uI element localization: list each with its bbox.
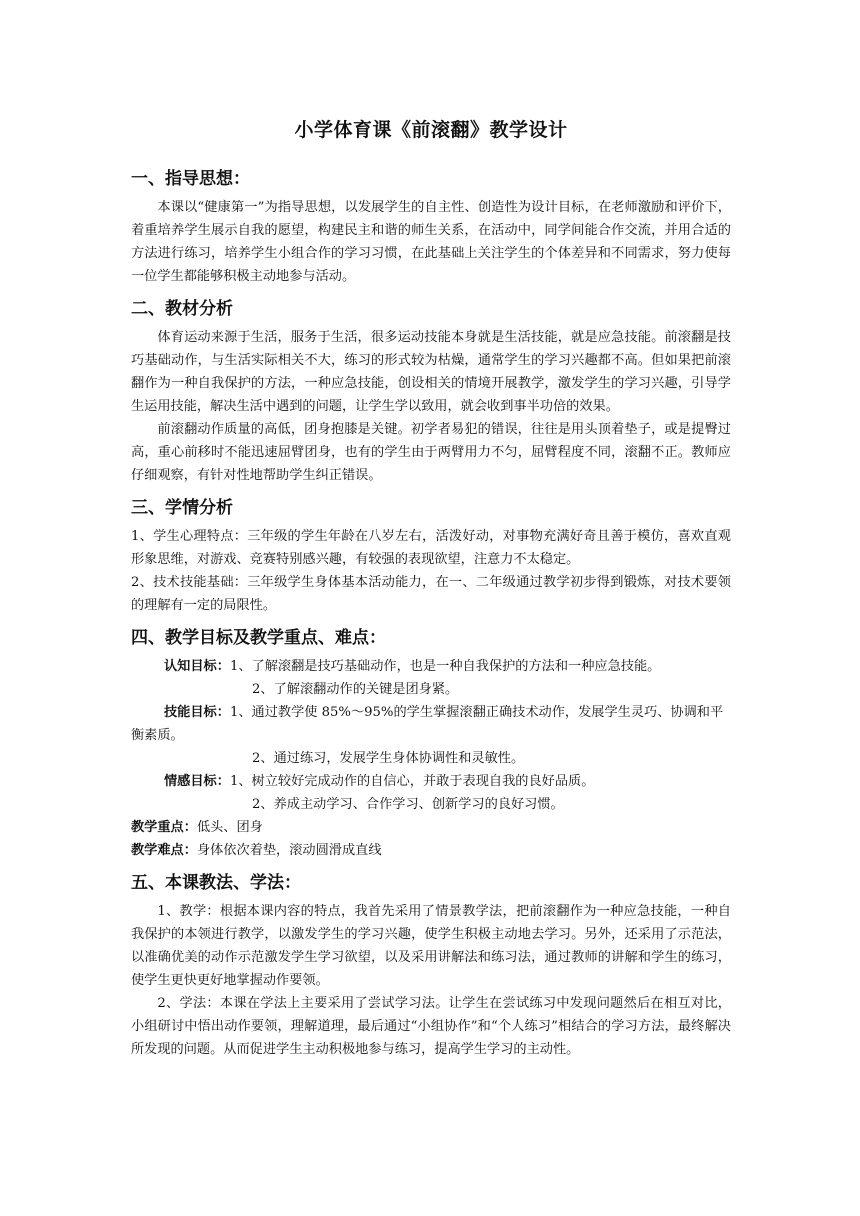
teaching-difficulty-value: 身体依次着垫，滚动圆滑成直线 (196, 843, 382, 858)
cognitive-objective-row (131, 655, 731, 678)
cognitive-objective-1: 1、了解滚翻是技巧基础动作，也是一种自我保护的方法和一种应急技能。 (229, 659, 661, 674)
teaching-difficulty-row (131, 839, 731, 862)
emotion-objective-label: 情感目标： (164, 774, 230, 789)
section-student-analysis (131, 495, 731, 617)
document-page (131, 116, 731, 1069)
teaching-key-value: 低头、团身 (196, 820, 263, 835)
paragraph: 体育运动来源于生活，服务于生活，很多运动技能本身就是生活技能，就是应急技能。前滚翻是技巧基础动作，与生活实际相关不大，练习的形式较为枯燥，通常学生的学习兴趣都不高。但如果把前滚翻作为一种自我保护的方法，一种应急技能，创设相关的情境开展教学，激发学生的学习兴趣，引导学生运用技能，解决生活中遇到的问题，让学生学以致用，就会收到事半功倍的效果。 (131, 330, 731, 414)
teaching-key-row (131, 816, 731, 839)
section-material-analysis (131, 296, 731, 487)
paragraph: 本课以“健康第一”为指导思想，以发展学生的自主性、创造性为设计目标，在老师激励和评价下，着重培养学生展示自我的愿望，构建民主和谐的师生关系，在活动中，同学间能合作交流，并用合适的方法进行练习，培养学生小组合作的学习习惯，在此基础上关注学生的个体差异和不同需求，努力使每一位学生都能够积极主动地参与活动。 (131, 200, 731, 284)
teaching-difficulty-label: 教学难点： (131, 843, 197, 858)
teaching-key-label: 教学重点： (131, 820, 197, 835)
section-heading: 二、教材分析 (131, 299, 233, 319)
skill-objective-label: 技能目标： (164, 705, 230, 720)
paragraph: 1、学生心理特点：三年级的学生年龄在八岁左右，活泼好动，对事物充满好奇且善于模仿，喜欢直观形象思维，对游戏、竞赛特别感兴趣，有较强的表现欲望，注意力不太稳定。 (131, 529, 731, 567)
section-teaching-methods (131, 870, 731, 1061)
emotion-objective-1: 1、树立较好完成动作的自信心，并敢于表现自我的良好品质。 (229, 774, 595, 789)
skill-objective-row (131, 701, 731, 747)
section-heading: 一、指导思想： (131, 169, 250, 189)
skill-objective-2: 2、通过练习，发展学生身体协调性和灵敏性。 (252, 751, 525, 766)
paragraph: 2、技术技能基础：三年级学生身体基本活动能力，在一、二年级通过教学初步得到锻炼，对技术要领的理解有一定的局限性。 (131, 575, 731, 613)
section-guiding-thought (131, 166, 731, 288)
section-teaching-objectives (131, 625, 731, 862)
cognitive-objective-2: 2、了解滚翻动作的关键是团身紧。 (252, 682, 459, 697)
emotion-objective-2: 2、养成主动学习、合作学习、创新学习的良好习惯。 (252, 797, 564, 812)
section-heading: 三、学情分析 (131, 498, 233, 518)
paragraph: 1、教学：根据本课内容的特点，我首先采用了情景教学法，把前滚翻作为一种应急技能，一种自我保护的本领进行教学，以激发学生的学习兴趣，使学生积极主动地去学习。另外，还采用了示范法，以准确优美的动作示范激发学生学习欲望，以及采用讲解法和练习法，通过教师的讲解和学生的练习，使学生更快更好地掌握动作要领。 (131, 904, 731, 988)
paragraph: 2、学法：本课在学法上主要采用了尝试学习法。让学生在尝试练习中发现问题然后在相互对比，小组研讨中悟出动作要领，理解道理，最后通过“小组协作”和“个人练习”相结合的学习方法，最终解决所发现的问题。从而促进学生主动积极地参与练习，提高学生学习的主动性。 (131, 996, 731, 1057)
emotion-objective-row (131, 770, 731, 793)
skill-objective-1: 1、通过教学使 85%～95%的学生掌握滚翻正确技术动作，发展学生灵巧、协调和平衡素质。 (131, 705, 724, 743)
section-heading: 五、本课教法、学法： (131, 873, 301, 893)
document-title: 小学体育课《前滚翻》教学设计 (294, 119, 568, 141)
cognitive-objective-label: 认知目标： (164, 659, 230, 674)
section-heading: 四、教学目标及教学重点、难点： (131, 628, 386, 648)
paragraph: 前滚翻动作质量的高低，团身抱膝是关键。初学者易犯的错误，往往是用头顶着垫子，或是提臀过高，重心前移时不能迅速屈臂团身，也有的学生由于两臂用力不匀，屈臂程度不同，滚翻不正。教师应仔细观察，有针对性地帮助学生纠正错误。 (131, 422, 731, 483)
